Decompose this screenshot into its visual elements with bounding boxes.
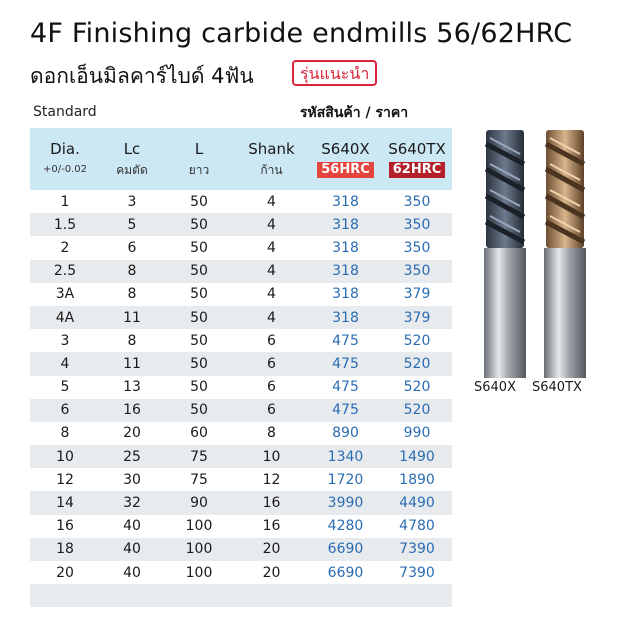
s640x-image-label: S640X [474,380,516,395]
cell-shank: 16 [262,518,281,535]
cell-s640x-price: 890 [332,425,359,442]
cell-shank: 6 [267,379,276,396]
cell-lc: 13 [123,379,141,396]
cell-lc: 40 [123,518,141,535]
cell-dia: 16 [56,518,74,535]
cell-l: 50 [164,352,234,375]
cell-lc: 40 [123,564,141,581]
table-row [30,260,452,283]
hrc-62-badge: 62HRC [389,162,446,178]
cell-dia: 12 [56,471,74,488]
cell-shank: 20 [234,538,309,561]
cell-s640tx-price: 520 [382,352,452,375]
col-s640x [309,128,382,190]
cell-s640x-price: 318 [332,193,359,210]
cell-dia: 2.5 [30,260,100,283]
col-s640tx-label: S640TX [388,140,446,158]
thai-subtitle: ดอกเอ็นมิลคาร์ไบด์ 4ฟัน [30,64,254,88]
cell-lc: 16 [100,399,164,422]
cell-shank: 4 [234,260,309,283]
cell-dia: 1.5 [30,213,100,236]
cell-l: 50 [190,239,208,256]
col-s640x-label: S640X [321,140,370,158]
cell-lc: 11 [100,352,164,375]
cell-s640tx-price: 990 [403,425,431,442]
cell-lc: 25 [100,445,164,468]
cell-s640x-price: 318 [309,260,382,283]
cell-s640tx-price: 7390 [382,538,452,561]
cell-shank: 4 [234,213,309,236]
cell-dia: 14 [30,491,100,514]
cell-s640x-price: 475 [309,352,382,375]
s640tx-image-label: S640TX [532,380,582,395]
table-row [30,422,452,445]
cell-lc: 30 [123,471,141,488]
table-body [30,190,452,607]
cell-s640x-price: 475 [332,379,359,396]
cell-s640x-price: 475 [332,332,359,349]
cell-shank: 8 [267,425,276,442]
table-row [30,584,452,607]
cell-dia: 4A [30,306,100,329]
table-row [30,515,452,538]
hrc-56-badge: 56HRC [317,162,374,178]
cell-dia: 5 [60,379,70,396]
cell-s640tx-price: 379 [382,306,452,329]
col-dia [30,128,100,190]
col-lc-label: Lc [123,140,141,158]
col-lc-thai: คมตัด [116,163,148,177]
cell-s640tx-price: 7390 [399,564,435,581]
cell-s640tx-price: 379 [403,286,431,303]
page-title: 4F Finishing carbide endmills 56/62HRC [30,18,573,49]
table-header-row [30,128,452,190]
col-shank-thai: ก้าน [260,163,283,177]
cell-s640x-price: 1340 [309,445,382,468]
table-row [30,190,452,213]
cell-lc: 5 [100,213,164,236]
cell-l: 60 [190,425,208,442]
cell-dia: 3 [60,332,70,349]
col-dia-label: Dia. [50,140,80,158]
cell-l: 50 [164,306,234,329]
cell-lc: 8 [127,332,137,349]
col-l-thai: ยาว [188,163,210,177]
cell-s640tx-price: 520 [382,399,452,422]
cell-s640tx-price: 520 [403,379,431,396]
col-dia-tolerance: +0/-0.02 [43,164,87,175]
cell-s640x-price: 475 [309,399,382,422]
table-row [30,399,452,422]
standard-label: Standard [33,104,97,120]
cell-lc: 40 [100,538,164,561]
cell-l: 100 [185,564,213,581]
cell-s640x-price: 1720 [327,471,364,488]
cell-s640tx-price: 350 [403,193,431,210]
cell-dia: 3A [55,286,75,303]
cell-s640tx-price: 520 [403,332,431,349]
col-s640tx [382,128,452,190]
cell-s640x-price: 318 [309,213,382,236]
cell-shank: 20 [262,564,281,581]
cell-l: 50 [190,332,208,349]
cell-s640x-price: 318 [309,306,382,329]
cell-l [164,584,234,607]
cell-lc: 6 [127,239,137,256]
cell-l: 50 [164,213,234,236]
cell-dia: 6 [30,399,100,422]
table-row [30,445,452,468]
col-lc [100,128,164,190]
cell-lc: 8 [127,286,137,303]
cell-lc [100,584,164,607]
table-row [30,561,452,584]
cell-s640x-price: 6690 [309,538,382,561]
cell-l: 75 [164,445,234,468]
cell-lc: 32 [100,491,164,514]
cell-lc: 20 [123,425,141,442]
cell-s640x-price: 3990 [309,491,382,514]
code-price-label: รหัสสินค้า / ราคา [300,105,409,121]
cell-l: 100 [185,518,213,535]
table-row [30,213,452,236]
cell-lc: 3 [127,193,137,210]
table-row [30,491,452,514]
col-l [164,128,234,190]
cell-shank: 10 [234,445,309,468]
endmill-images [470,124,610,384]
table-row [30,538,452,561]
cell-s640x-price: 6690 [327,564,364,581]
cell-l: 100 [164,538,234,561]
cell-shank: 4 [267,193,276,210]
col-shank [234,128,309,190]
cell-dia: 10 [30,445,100,468]
table-row [30,306,452,329]
s640tx-endmill-image [544,130,586,378]
cell-l: 50 [190,193,208,210]
table-row [30,283,452,306]
cell-s640tx-price: 1890 [399,471,435,488]
cell-l: 50 [164,399,234,422]
cell-l: 75 [190,471,208,488]
cell-shank: 6 [267,332,276,349]
cell-dia: 20 [56,564,74,581]
cell-shank [234,584,309,607]
cell-s640tx-price: 4780 [399,518,435,535]
cell-s640x-price: 318 [332,286,359,303]
cell-s640tx-price: 350 [403,239,431,256]
cell-dia: 8 [60,425,70,442]
table-row [30,236,452,259]
spec-price-table [30,128,452,607]
cell-l: 50 [190,379,208,396]
cell-l: 50 [164,260,234,283]
cell-shank: 12 [262,471,281,488]
table-row [30,376,452,399]
table-row [30,352,452,375]
cell-shank: 6 [234,352,309,375]
cell-s640tx-price: 4490 [382,491,452,514]
cell-dia: 2 [60,239,70,256]
cell-l: 90 [164,491,234,514]
cell-s640tx-price: 1490 [382,445,452,468]
cell-shank: 16 [234,491,309,514]
cell-l: 50 [190,286,208,303]
cell-dia: 4 [30,352,100,375]
cell-s640tx-price: 350 [382,213,452,236]
recommended-badge: รุ่นแนะนำ [292,60,377,86]
cell-s640tx-price: 350 [382,260,452,283]
col-l-label: L [194,140,204,158]
cell-s640x-price: 318 [332,239,359,256]
col-shank-label: Shank [248,140,295,158]
table-row [30,468,452,491]
cell-s640tx-price [382,584,452,607]
cell-dia: 1 [60,193,70,210]
cell-s640x-price [309,584,382,607]
table-row [30,329,452,352]
cell-dia [30,584,100,607]
cell-dia: 18 [30,538,100,561]
cell-shank: 4 [234,306,309,329]
cell-shank: 6 [234,399,309,422]
s640x-endmill-image [484,130,526,378]
cell-shank: 4 [267,239,276,256]
cell-s640x-price: 4280 [327,518,364,535]
cell-lc: 11 [100,306,164,329]
cell-lc: 8 [100,260,164,283]
cell-shank: 4 [267,286,276,303]
